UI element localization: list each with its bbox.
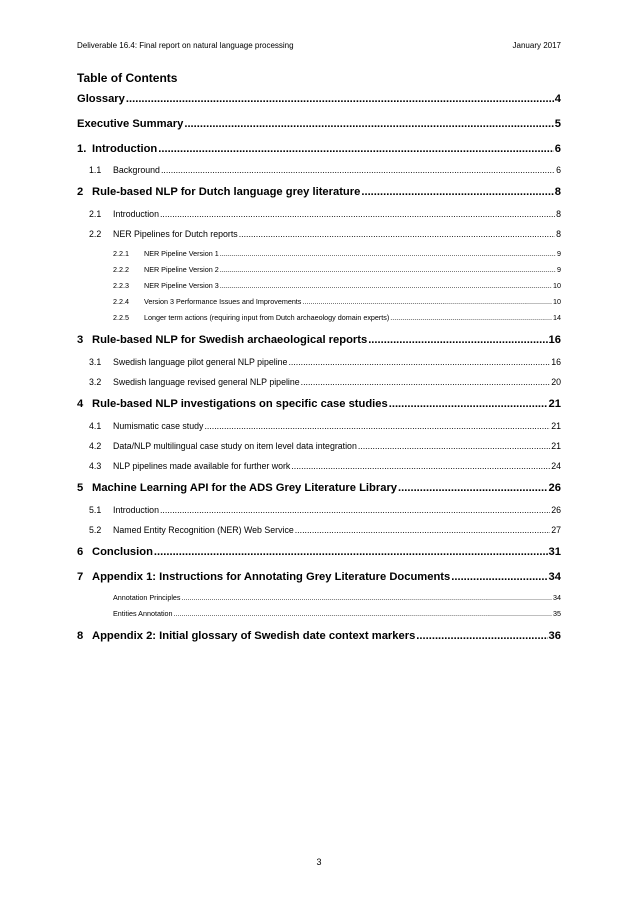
toc-entry-page: 21 [551,421,561,431]
toc-entry-number: 2.2.4 [113,297,129,306]
toc-entry-page: 9 [557,265,561,274]
toc-leader-dots [416,630,547,642]
toc-entry-section-5[interactable] [77,482,561,494]
toc-leader-dots [220,249,556,258]
toc-entry-text: Rule-based NLP for Dutch language grey literature [92,186,361,198]
toc-leader-dots [358,441,550,451]
toc-entry-number: 5.2 [89,525,102,535]
toc-entry-section-2[interactable] [77,186,561,198]
toc-entry-number: 6 [77,546,84,558]
toc-leader-dots [302,297,552,306]
toc-title: Table of Contents [77,71,178,85]
toc-leader-dots [161,165,555,175]
toc-entry-page: 10 [553,281,561,290]
toc-entry-text: Introduction [92,143,158,155]
toc-entry-section-4-3[interactable] [77,461,561,471]
toc-entry-number: 3 [77,334,84,346]
toc-entry-text: Named Entity Recognition (NER) Web Service [113,525,294,535]
toc-entry-section-4[interactable] [77,398,561,410]
toc-entry-page: 24 [551,461,561,471]
toc-entry-section-2-2-2[interactable] [77,265,561,274]
toc-entry-text: Swedish language pilot general NLP pipeline [113,357,288,367]
toc-leader-dots [204,421,550,431]
toc-entry-section-8[interactable] [77,630,561,642]
toc-entry-text: Appendix 1: Instructions for Annotating Grey Literature Documents [92,571,451,583]
toc-entry-page: 21 [551,441,561,451]
toc-entry-text: Data/NLP multilingual case study on item level data integration [113,441,357,451]
toc-entry-page: 10 [553,297,561,306]
toc-leader-dots [174,609,552,618]
toc-entry-text: Swedish language revised general NLP pipeline [113,377,300,387]
toc-entry-page: 35 [553,609,561,618]
toc-entry-text: Version 3 Performance Issues and Improvements [144,297,302,306]
toc-entry-section-2-2-4[interactable] [77,297,561,306]
toc-entry-entities-annotation[interactable] [77,609,561,618]
toc-entry-number: 2.2.5 [113,313,129,322]
toc-entry-number: 2 [77,186,84,198]
toc-entry-page: 8 [556,229,561,239]
toc-entry-section-3-2[interactable] [77,377,561,387]
toc-entry-page: 34 [548,571,561,583]
toc-entry-text: NLP pipelines made available for further work [113,461,291,471]
toc-entry-page: 9 [557,249,561,258]
toc-entry-number: 2.2 [89,229,102,239]
toc-entry-page: 6 [556,165,561,175]
toc-entry-number: 4.1 [89,421,102,431]
toc-entry-section-3-1[interactable] [77,357,561,367]
toc-entry-page: 14 [553,313,561,322]
toc-entry-page: 36 [548,630,561,642]
toc-entry-page: 26 [551,505,561,515]
toc-entry-section-2-1[interactable] [77,209,561,219]
toc-entry-section-4-2[interactable] [77,441,561,451]
toc-leader-dots [295,525,550,535]
toc-entry-text: Appendix 2: Initial glossary of Swedish date context markers [92,630,416,642]
toc-entry-number: 4 [77,398,84,410]
toc-leader-dots [126,93,554,105]
toc-entry-text: Numismatic case study [113,421,204,431]
toc-entry-number: 2.2.3 [113,281,129,290]
toc-leader-dots [390,313,552,322]
toc-entry-page: 31 [548,546,561,558]
toc-entry-annotation-principles[interactable] [77,593,561,602]
toc-leader-dots [451,571,547,583]
toc-entry-number: 1. [77,143,87,155]
toc-entry-text: Machine Learning API for the ADS Grey Literature Library [92,482,398,494]
toc-entry-number: 4.2 [89,441,102,451]
toc-entry-text: Glossary [77,93,125,105]
toc-entry-text: Annotation Principles [113,593,181,602]
toc-entry-number: 2.2.1 [113,249,129,258]
toc-leader-dots [184,118,553,130]
toc-entry-text: Introduction [113,505,159,515]
toc-entry-page: 8 [554,186,561,198]
toc-leader-dots [160,505,550,515]
toc-leader-dots [301,377,551,387]
toc-entry-number: 1.1 [89,165,102,175]
toc-entry-section-6[interactable] [77,546,561,558]
page-header [77,41,561,53]
toc-entry-number: 2.1 [89,209,102,219]
toc-entry-page: 16 [551,357,561,367]
toc-entry-text: Rule-based NLP for Swedish archaeological reports [92,334,368,346]
toc-entry-page: 27 [551,525,561,535]
toc-entry-text: NER Pipeline Version 2 [144,265,219,274]
toc-leader-dots [160,209,555,219]
toc-entry-number: 7 [77,571,84,583]
toc-entry-text: NER Pipelines for Dutch reports [113,229,238,239]
page-number: 3 [316,857,322,867]
toc-leader-dots [220,281,552,290]
toc-entry-number: 5 [77,482,84,494]
toc-entry-section-2-2-1[interactable] [77,249,561,258]
toc-leader-dots [368,334,547,346]
toc-entry-section-2-2-5[interactable] [77,313,561,322]
toc-entry-page: 6 [554,143,561,155]
toc-entry-glossary[interactable] [77,93,561,105]
toc-entry-section-2-2[interactable] [77,229,561,239]
toc-entry-section-1[interactable] [77,143,561,155]
toc-entry-text: Conclusion [92,546,153,558]
toc-entry-text: NER Pipeline Version 3 [144,281,219,290]
toc-entry-number: 3.1 [89,357,102,367]
toc-leader-dots [288,357,550,367]
toc-entry-text: Entities Annotation [113,609,173,618]
toc-entry-text: NER Pipeline Version 1 [144,249,219,258]
toc-entry-number: 4.3 [89,461,102,471]
toc-entry-section-4-1[interactable] [77,421,561,431]
toc-entry-text: Rule-based NLP investigations on specific case studies [92,398,388,410]
toc-leader-dots [182,593,552,602]
toc-entry-text: Longer term actions (requiring input from Dutch archaeology domain experts) [144,313,390,322]
toc-entry-page: 34 [553,593,561,602]
toc-entry-text: Background [113,165,160,175]
toc-entry-text: Introduction [113,209,159,219]
toc-leader-dots [239,229,555,239]
toc-leader-dots [389,398,548,410]
toc-entry-text: Executive Summary [77,118,184,130]
toc-leader-dots [158,143,554,155]
toc-entry-page: 20 [551,377,561,387]
toc-entry-executive-summary[interactable] [77,118,561,130]
toc-entry-section-1-1[interactable] [77,165,561,175]
toc-leader-dots [291,461,550,471]
toc-entry-section-7[interactable] [77,571,561,583]
toc-entry-page: 5 [554,118,561,130]
toc-entry-section-3[interactable] [77,334,561,346]
toc-leader-dots [220,265,556,274]
toc-entry-number: 8 [77,630,84,642]
toc-entry-number: 3.2 [89,377,102,387]
toc-entry-number: 5.1 [89,505,102,515]
toc-entry-section-5-1[interactable] [77,505,561,515]
toc-entry-page: 26 [548,482,561,494]
toc-entry-section-2-2-3[interactable] [77,281,561,290]
toc-leader-dots [361,186,553,198]
header-date: January 2017 [512,41,561,50]
toc-entry-page: 21 [548,398,561,410]
header-title: Deliverable 16.4: Final report on natural language processing [77,41,294,50]
toc-entry-page: 4 [554,93,561,105]
toc-entry-section-5-2[interactable] [77,525,561,535]
toc-entry-number: 2.2.2 [113,265,129,274]
toc-leader-dots [154,546,548,558]
toc-entry-page: 8 [556,209,561,219]
toc-leader-dots [398,482,548,494]
toc-entry-page: 16 [548,334,561,346]
